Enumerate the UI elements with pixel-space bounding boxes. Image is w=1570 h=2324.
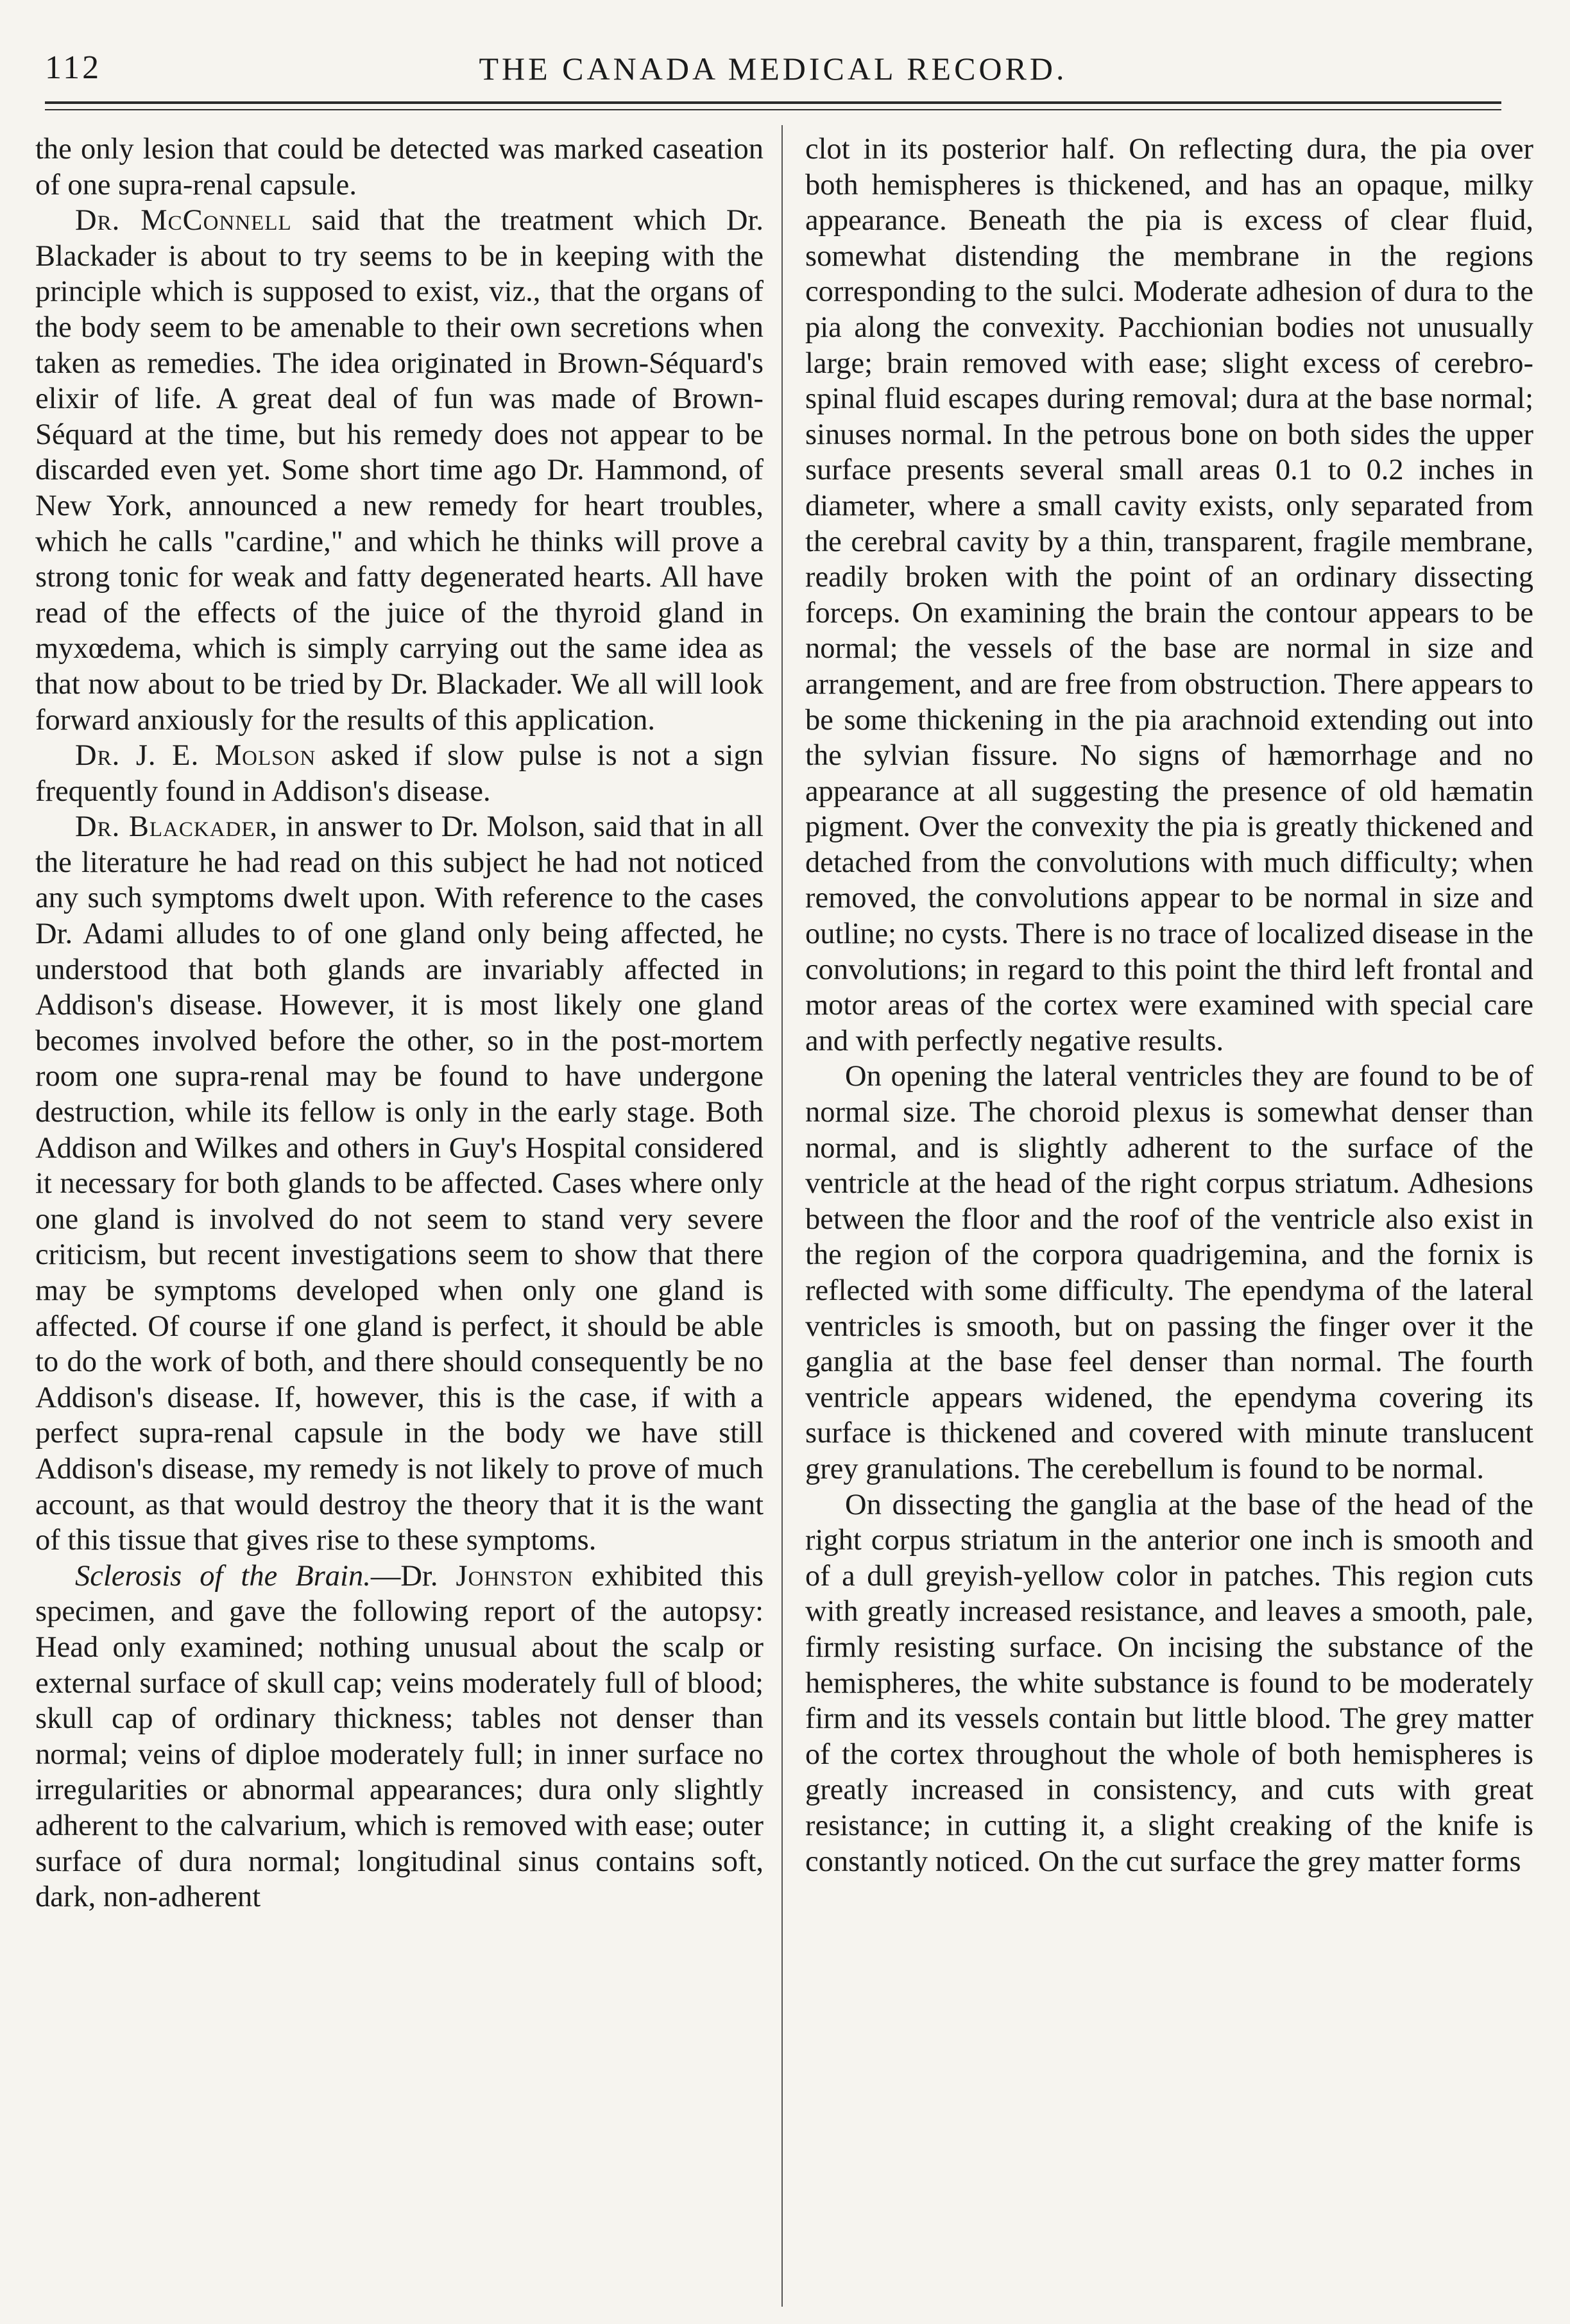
paragraph [35,203,764,738]
paragraph: On dissecting the ganglia at the base of the head of the right corpus striatum in the anterior one inch is smooth and of a dull greyish-yellow color in patches. This region cuts with greatly increased resistance, and leaves a smooth, pale, firmly resisting surface. On incising the substance of the hemispheres, the white substance is found to be moderately firm and its vessels contain but little blood. The grey matter of the cortex throughout the whole of both hemispheres is greatly increased in consistency, and cuts with great resistance; in cutting it, a slight creaking of the knife is constantly noticed. On the cut surface the grey matter forms [805,1488,1533,1878]
paragraph-text: asked if slow pulse is not a sign frequently found in Addison's disease. [35,739,764,808]
speaker-name: Johnston [456,1559,574,1593]
column-divider [781,125,783,2307]
left-column [35,132,764,2300]
paragraph: On opening the lateral ventricles they are found to be of normal size. The choroid plexus is somewhat denser than normal, and is slightly adherent to the surface of the ventricle at the head of the right corpus striatum. Adhesions between the floor and the roof of the ventricle also exist in the region of the corpora quadrigemina, and the fornix is reflected with some difficulty. The ependyma of the lateral ventricles is smooth, but on passing the finger over it the ganglia at the base feel denser than normal. The fourth ventricle appears widened, the ependyma covering its surface is thickened and covered with minute translucent grey granulations. The cerebellum is found to be normal. [805,1060,1533,1485]
paragraph-text: in answer to Dr. Molson, said that in all the literature he had read on this subject he had not noticed any such symptoms dwelt upon. With reference to the cases Dr. Adami alludes to of one gland only being affected, he understood that both glands are invariably affected in Addison's disease. However, it is most likely one gland becomes involved before the other, so in the post-mortem room one supra-renal may be found to have undergone destruction, while its fellow is only in the early stage. Both Addison and Wilkes and others in Guy's Hospital considered it necessary for both glands to be affected. Cases where only one gland is involved do not seem to stand very severe criticism, but recent investigations seem to show that there may be symptoms developed when only one gland is affected. Of course if one gland is perfect, it should be able to do the work of both, and there should consequently be no Addison's disease. If, however, this is the case, if with a perfect supra-renal capsule in the body we have still Addison's disease, my remedy is not likely to prove of much account, as that would destroy the theory that it is the want of this tissue that gives rise to these symptoms. [35,810,764,1557]
speaker-name: Dr. Blackader, [75,810,278,844]
paragraph: the only lesion that could be detected was marked caseation of one supra-renal capsule. [35,133,764,201]
paragraph [35,738,764,809]
paragraph: clot in its posterior half. On reflecting dura, the pia over both hemispheres is thickened, and has an opaque, milky appearance. Beneath the pia is excess of clear fluid, somewhat distending the membrane in the regions corresponding to the sulci. Moderate adhesion of dura to the pia along the convexity. Pacchionian bodies not unusually large; brain removed with ease; slight excess of cerebro-spinal fluid escapes during removal; dura at the base normal; sinuses normal. In the petrous bone on both sides the upper surface presents several small areas 0.1 to 0.2 inches in diameter, where a small cavity exists, only separated from the cerebral cavity by a thin, transparent, fragile membrane, readily broken with the point of an ordinary dissecting forceps. On examining the brain the contour appears to be normal; the vessels of the base are normal in size and arrangement, and are free from obstruction. There appears to be some thickening in the pia arachnoid extending out into the sylvian fissure. No signs of hæmorrhage and no appearance at all suggesting the presence of old hæmatin pigment. Over the convexity the pia is greatly thickened and detached from the convolutions with much difficulty; when removed, the convolutions appear to be normal in size and outline; no cysts. There is no trace of localized disease in the convolutions; in regard to this point the third left frontal and motor areas of the cortex were examined with special care and with perfectly negative results. [805,133,1533,1057]
page-number: 112 [45,49,102,86]
paragraph-text: said that the treatment which Dr. Blackader is about to try seems to be in keeping with the principle which is supposed to exist, viz., that the organs of the body seem to be amenable to their own secretions when taken as remedies. The idea originated in Brown-Séquard's elixir of life. A great deal of fun was made of Brown-Séquard at the time, but his remedy does not appear to be discarded even yet. Some short time ago Dr. Hammond, of New York, announced a new remedy for heart troubles, which he calls "cardine," and which he thinks will prove a strong tonic for weak and fatty degenerated hearts. All have read of the effects of the juice of the thyroid gland in myxœdema, which is simply carrying out the same idea as that now about to be tried by Dr. Blackader. We all will look forward anxiously for the results of this application. [35,204,764,737]
header-rule [45,101,1501,104]
journal-title: THE CANADA MEDICAL RECORD. [479,51,1068,87]
speaker-name: Dr. J. E. Molson [75,739,316,773]
dash: —Dr. [370,1559,456,1593]
right-column [805,132,1533,2300]
paragraph [35,809,764,1558]
header-rule-thin [45,109,1501,110]
page-header [45,45,1501,103]
section-title: Sclerosis of the Brain. [75,1559,371,1593]
paragraph-text: exhibited this specimen, and gave the following report of the autopsy: Head only examined; nothing unusual about the scalp or external surface of skull cap; veins moderately full of blood; skull cap of ordinary thickness; tables not denser than normal; veins of diploe moderately full; in inner surface no irregularities or abnormal appearances; dura only slightly adherent to the calvarium, which is removed with ease; outer surface of dura normal; longitudinal sinus contains soft, dark, non-adherent [35,1559,764,1914]
paragraph [35,1559,764,1915]
speaker-name: Dr. McConnell [75,204,292,237]
